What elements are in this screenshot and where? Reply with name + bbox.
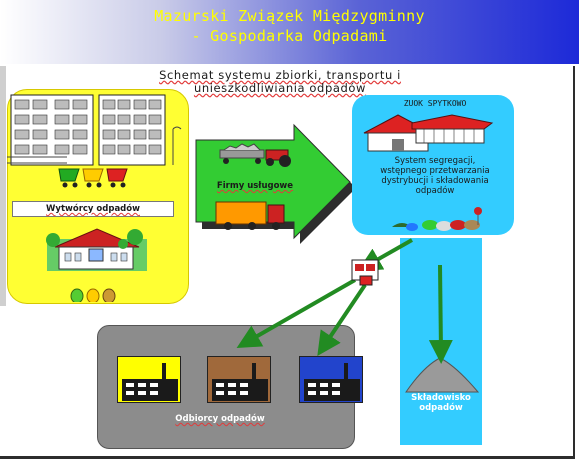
factory-icon	[118, 357, 180, 402]
apartment-block-icon	[11, 95, 93, 165]
truck-icon	[216, 202, 284, 230]
system-text-line-2: wstępnego przetwarzania	[380, 166, 490, 176]
producers-label: Wytwórcy odpadów	[46, 204, 140, 214]
house-icon	[46, 229, 147, 271]
plant-1	[117, 356, 181, 403]
title-line-1: Mazurski Związek Międzygminny	[154, 7, 425, 25]
system-text-line-4: odpadów	[415, 186, 455, 196]
producers-illustration	[7, 89, 187, 302]
plant-2	[207, 356, 271, 403]
zuok-label: ZUOK SPYTKOWO	[403, 99, 467, 108]
producers-label-box	[12, 201, 174, 217]
waste-bags-icon	[71, 289, 115, 302]
services-label: Firmy usługowe	[216, 181, 294, 191]
factory-icon	[208, 357, 270, 402]
receivers-label-wrap	[150, 414, 290, 424]
plant-3	[299, 356, 363, 403]
plant-building-icon	[364, 115, 492, 151]
apartment-block-2-icon	[99, 95, 165, 165]
title-line-2: - Gospodarka Odpadami	[191, 27, 388, 45]
subtitle-text-1: Schemat systemu zbiorki, transportu i	[159, 68, 401, 82]
landfill-label	[404, 393, 478, 413]
subtitle-text-2: unieszkodliwiania odpadów	[193, 81, 367, 95]
landfill-mound-icon	[400, 340, 482, 400]
landfill-label-line-2: odpadów	[419, 403, 463, 413]
factory-icon	[300, 357, 362, 402]
services-label-wrap	[200, 181, 310, 191]
waste-carts-icon	[59, 169, 127, 188]
recycling-site-icon	[392, 207, 482, 231]
subtitle-line-1	[120, 68, 440, 82]
system-text-block	[360, 156, 510, 196]
system-text-line-1: System segregacji,	[394, 156, 476, 166]
title-banner	[0, 0, 579, 64]
receivers-label: Odbiorcy odpadów	[175, 414, 265, 424]
system-text-line-3: dystrybucji i składowania	[381, 176, 489, 186]
landfill-label-line-1: Składowisko	[411, 393, 471, 403]
